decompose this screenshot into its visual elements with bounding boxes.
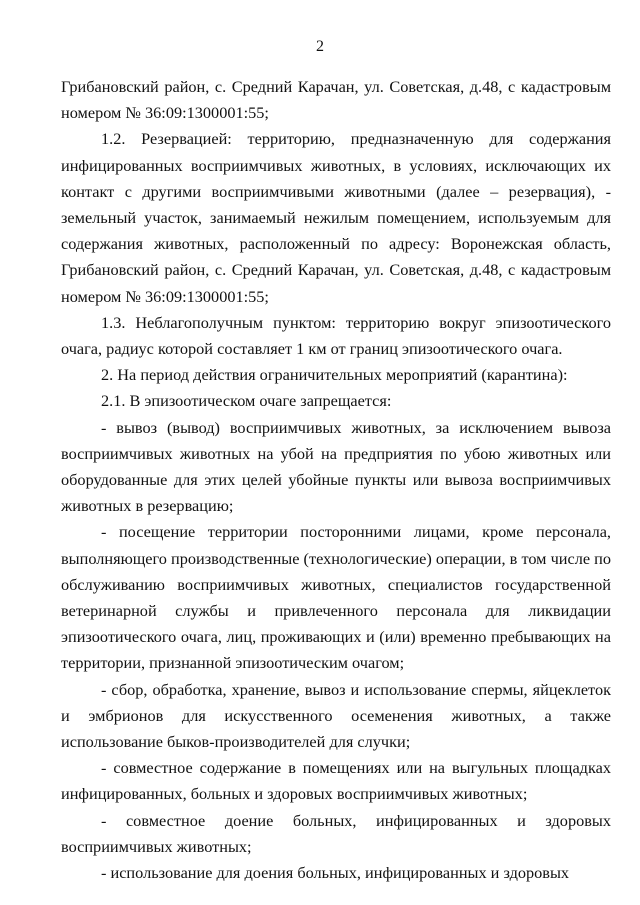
list-item-semen-embryos: - сбор, обработка, хранение, вывоз и использование спермы, яйцеклеток и эмбрионов для искусственного осеменения животных, а также использование быков-производителей для случки;	[61, 679, 611, 752]
paragraph-1-2-reservation: 1.2. Резервацией: территорию, предназначенную для содержания инфицированных восприимчивых животных, в условиях, исключающих их контакт с другими восприимчивыми животными (далее – резервация), - земельный участок, занимаемый нежилым помещением, используемым для содержания животных, расположенный по адресу: Воронежская область, Грибановский район, с. Средний Карачан, ул. Советская, д.48, с кадастровым номером № 36:09:1300001:55;	[61, 129, 611, 306]
list-item-export-animals: - вывоз (вывод) восприимчивых животных, за исключением вывоза восприимчивых животных на убой на предприятия по убою животных или оборудованные для этих целей убойные пункты или вывоза восприимчивых животных в резервацию;	[61, 417, 611, 516]
paragraph-address-continuation: Грибановский район, с. Средний Карачан, ул. Советская, д.48, с кадастровым номером № 36:09:1300001:55;	[61, 77, 611, 123]
list-item-joint-keeping: - совместное содержание в помещениях или на выгульных площадках инфицированных, больных и здоровых восприимчивых животных;	[61, 758, 611, 804]
list-item-milking-equipment: - использование для доения больных, инфицированных и здоровых	[101, 863, 570, 883]
list-item-visiting-territory: - посещение территории посторонними лицами, кроме персонала, выполняющего производственные (технологические) операции, в том числе по обслуживанию восприимчивых животных, специалистов государственной ветеринарной службы и привлеченного персонала для ликвидации эпизоотического очага, лиц, проживающих и (или) временно пребывающих на территории, признанной эпизоотическим очагом;	[61, 522, 611, 673]
list-item-joint-milking: - совместное доение больных, инфицированных и здоровых восприимчивых животных;	[61, 810, 611, 856]
paragraph-2-quarantine-period: 2. На период действия ограничительных мероприятий (карантина):	[101, 365, 568, 385]
document-body	[61, 74, 611, 886]
paragraph-1-3-unfavorable-point: 1.3. Неблагополучным пунктом: территорию вокруг эпизоотического очага, радиус которой составляет 1 км от границ эпизоотического очага.	[61, 312, 611, 359]
page-number: 2	[316, 38, 324, 55]
paragraph-2-1-prohibitions: 2.1. В эпизоотическом очаге запрещается:	[101, 391, 392, 411]
